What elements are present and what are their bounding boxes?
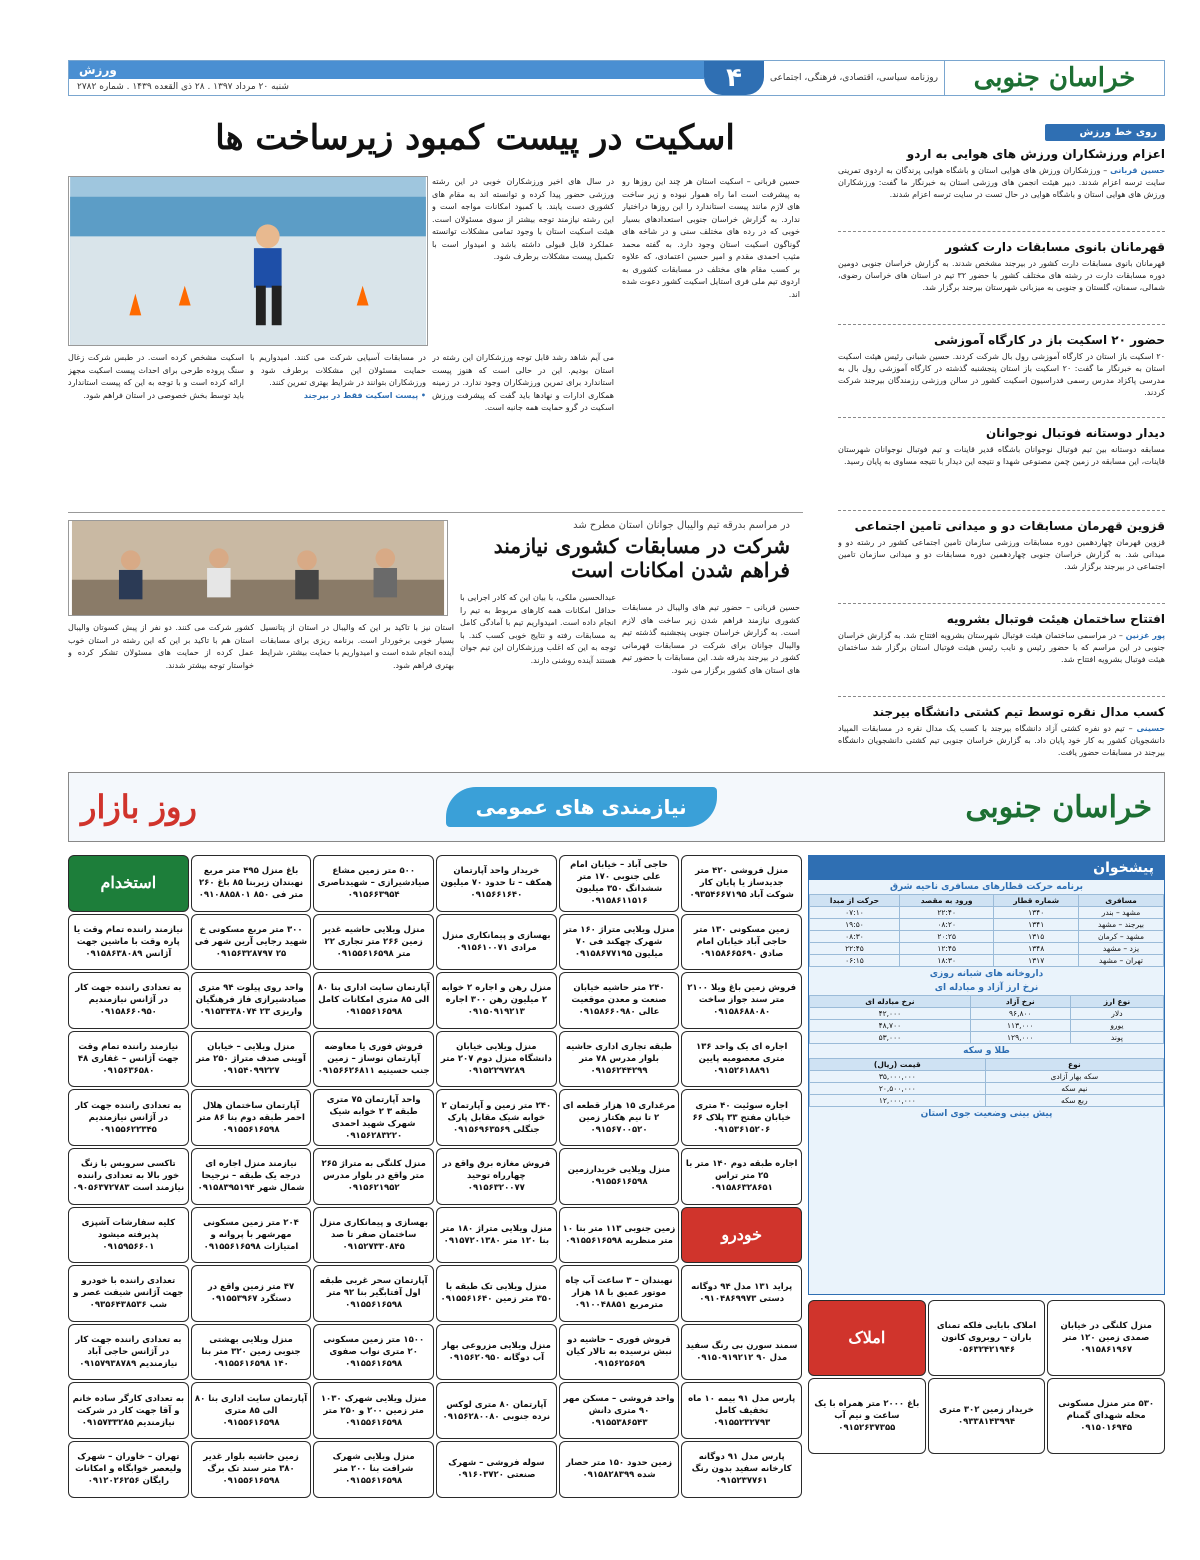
- article2-title: شرکت در مسابقات کشوری نیازمند فراهم شدن امکانات است: [493, 534, 790, 582]
- table-cell: ۱۳۴۰: [994, 907, 1079, 919]
- classified-ad: اجاره ای یک واحد ۱۳۶ متری معصومیه پایین ۰۹۱۵۲۶۱۸۸۹۱: [681, 1031, 802, 1088]
- table-cell: دلار: [1070, 1008, 1163, 1020]
- classified-ad: اجاره طبقه دوم ۱۴۰ متر با ۲۵ متر تراس ۰۹۱۵۸۶۳۲۸۶۵۱: [681, 1148, 802, 1205]
- classified-ad: کلیه سفارشات آشپزی پذیرفته میشود ۰۹۱۵۹۵۶۶۰۱: [68, 1207, 189, 1264]
- sidebar-heading: روی خط ورزش: [1045, 124, 1165, 141]
- info-panel: [808, 855, 1165, 1295]
- classified-ad: منزل ویلایی تک طبقه با ۳۵۰ متر زمین ۰۹۱۵۵۶۱۶۴۰: [436, 1265, 557, 1322]
- classified-ad: بهسازی و پیمانکاری منزل مرادی ۰۹۱۵۶۱۰۰۷۱: [436, 914, 557, 971]
- news-brief-text: حسین قربانی – ورزشکاران ورزش های هوایی استان و باشگاه هوایی پرندگان به اردوی تمرینی سایت ترسه اعزام شدند. دبیر هیئت انجمن های ورزشی استان به خبرنگار ما گفت: ورزشکاران ورزش های هوایی استان و باشگاه هوایی در حال تست در سایت ترسه اعزام شدند.: [838, 166, 1165, 199]
- real-estate-ad: املاک بابایی فلکه تمنای باران – روبروی کانون ۰۵۶۳۲۴۲۱۹۴۶: [928, 1300, 1046, 1376]
- classified-ad: خودرو: [681, 1207, 802, 1264]
- classifieds-heading: نیازمندی های عمومی: [446, 787, 717, 827]
- news-brief-title: اعزام ورزشکاران ورزش های هوایی به اردو: [906, 147, 1165, 161]
- real-estate-ad: منزل کلنگی در خیابان صمدی زمین ۱۲۰ متر ۰۹۱۵۸۶۱۹۶۷: [1047, 1300, 1165, 1376]
- table-cell: ۵۳,۰۰۰: [810, 1032, 971, 1044]
- classified-ad: منزل ویلایی متراژ ۱۸۰ متر بنا ۱۲۰ متر ۰۹۱۵۷۲۰۱۳۸۰: [436, 1207, 557, 1264]
- news-brief: [838, 426, 1165, 511]
- article2-column-3: استان نیز با تاکید بر این که والیبال در استان از پتانسیل بسیار خوبی برخوردار است. برنامه ریزی برای مسابقات آینده انجام شده است و امیدواریم با حمایت بیشتر، شرایط بهتری فراهم شود.: [260, 623, 454, 670]
- article2-kicker: در مراسم بدرقه تیم والیبال جوانان استان مطرح شد: [573, 520, 790, 531]
- currency-title: نرخ ارز آزاد و مبادله ای: [934, 983, 1039, 993]
- classified-ads-grid: [68, 855, 802, 1535]
- table-cell: ۰۸:۳۰: [810, 931, 900, 943]
- classified-ad: آپارتمان ساختمان هلال احمر طبقه دوم بنا ۸۶ متر ۰۹۱۵۵۶۱۶۵۹۸: [191, 1089, 312, 1146]
- classified-ad: منزل ویلایی حاشیه غدیر زمین ۲۶۶ متر تجاری ۲۲ متر ۰۹۱۵۵۶۱۶۵۹۸: [313, 914, 434, 971]
- real-estate-ad: ۵۳۰ متر منزل مسکونی محله شهدای گمنام ۰۹۱۵۰۱۶۹۴۵: [1047, 1378, 1165, 1454]
- real-estate-ad: باغ ۲۰۰۰ متر همراه با یک ساعت و نیم آب ۰۹۱۵۲۶۳۷۳۵۵: [808, 1378, 926, 1454]
- page-header: [68, 60, 1165, 96]
- gold-title: طلا و سکه: [963, 1046, 1010, 1056]
- classified-ad: تهران – خاوران – شهرک ولیعصر خوابگاه و امکانات رایگان ۰۹۱۲۰۲۶۲۵۶: [68, 1441, 189, 1498]
- newspaper-logo: خراسان جنوبی: [944, 61, 1164, 95]
- classified-ad: منزل ویلایی شهرک شرافت بنا ۲۰۰ متر ۰۹۱۵۵۶۱۶۵۹۸: [313, 1441, 434, 1498]
- classified-ad: واحد آپارتمان ۷۵ متری طبقه ۳ ۲ خوابه شیک شهرک شهید احمدی ۰۹۱۵۶۲۸۳۲۲۰: [313, 1089, 434, 1146]
- news-brief-text: حسینی – تیم دو نفره کشتی آزاد دانشگاه بیرجند با کسب یک مدال نقره در مسابقات المپیاد دانشجویان کشور به کار خود پایان داد. به گزارش خراسان جنوبی تیم کشتی دانشجویان دانشگاه بیرجند در مسابقات حضور یافت.: [838, 724, 1165, 757]
- table-cell: ۰۶:۱۵: [810, 955, 900, 967]
- classified-ad: واحد فروشی – مسکن مهر ۹۰ متری دانش ۰۹۱۵۵۳۸۶۵۴۳: [559, 1382, 680, 1439]
- classifieds-logo: خراسان جنوبی: [965, 789, 1152, 825]
- weather-title: پیش بینی وضعیت جوی استان: [920, 1109, 1053, 1119]
- table-header: شماره قطار: [994, 895, 1079, 907]
- article-column-4: [250, 352, 426, 506]
- table-cell: ۴۸,۷۰۰: [810, 1020, 971, 1032]
- classified-ad: فروش فوری یا معاوضه آپارتمان نوساز – زمین جنب حسینیه ۰۹۱۵۶۶۲۶۸۱۱: [313, 1031, 434, 1088]
- classified-ad: نهبندان – ۳ ساعت آب چاه موتور عمیق با ۱۸ هزار مترمربع ۰۹۱۰۰۴۸۸۵۱: [559, 1265, 680, 1322]
- table-cell: ۳۵,۰۰۰,۰۰۰: [810, 1071, 986, 1083]
- classified-ad: ۲۰۴ متر زمین مسکونی مهرشهر با پروانه و امتیازات ۰۹۱۵۵۶۱۶۵۹۸: [191, 1207, 312, 1264]
- classified-ad: تعدادی راننده با خودرو جهت آژانس شیفت عصر و شب ۰۹۳۵۶۴۳۸۵۳۶: [68, 1265, 189, 1322]
- news-brief-title: افتتاح ساختمان هیئت فوتبال بشرویه: [946, 612, 1165, 626]
- news-brief-title: کسب مدال نقره توسط تیم کشتی دانشگاه بیرجند: [872, 705, 1165, 719]
- news-brief-text: ۲۰ اسکیت باز استان در کارگاه آموزشی رول بال شرکت کردند. حسین شبانی رئیس هیئت اسکیت استان به خبرنگار ما گفت: ۲۰ اسکیت باز استان پنجشنبه گذشته در کارگاه آموزشی رول بال به مدرسی پاکزاد مدرس رسمی فدراسیون اسکیت کشور در سالن ورزشی رزمندگان بیرجند شرکت کردند.: [838, 352, 1165, 397]
- table-cell: ۲۲:۴۵: [810, 943, 900, 955]
- classified-ad: منزل ویلایی – خیابان آوینی صدف متراژ ۲۵۰ متر ۰۹۱۵۴۰۹۹۲۲۷: [191, 1031, 312, 1088]
- classified-ad: منزل ویلایی مزروعی بهار آب دوگانه ۰۹۱۵۶۲۰۹۵۰: [436, 1324, 557, 1381]
- classified-ad: طبقه تجاری اداری حاشیه بلوار مدرس ۷۸ متر ۰۹۱۵۶۲۴۴۲۹۹: [559, 1031, 680, 1088]
- classified-ad: ۱۵۰۰ متر زمین مسکونی ۲۰ متری نواب صفوی ۰۹۱۵۵۶۱۶۵۹۸: [313, 1324, 434, 1381]
- classified-ad: به تعدادی راننده جهت کار در آژانس نیازمندیم ۰۹۱۵۸۶۶۰۹۵۰: [68, 972, 189, 1029]
- table-header: حرکت از مبدا: [810, 895, 900, 907]
- classified-ad: ۲۴۰ متر زمین و آپارتمان ۲ خوابه شیک مقابل پارک جنگلی ۰۹۱۵۶۹۶۳۵۶۹: [436, 1089, 557, 1146]
- volleyball-team-photo: [68, 520, 448, 616]
- news-brief-author: حسین قربانی: [1110, 166, 1165, 175]
- article2-column-2: عبدالحسین ملکی، با بیان این که کادر اجرایی با حداقل امکانات همه کارهای مربوط به تیم را انجام داده است. امیدواریم تیم با آمادگی کامل به مسابقات رفته و نتایج خوبی کسب کند. با توجه به این که اغلب ورزشکاران این تیم جوان هستند آینده روشنی دارند.: [460, 593, 616, 665]
- article2-column-1: حسین قربانی – حضور تیم های والیبال در مسابقات کشوری نیازمند فراهم شدن زیر ساخت های لازم است. به گزارش خراسان جنوبی پنجشنبه گذشته تیم والیبال جوانان برای شرکت در مسابقات قهرمانی کشور در بیرجند بدرقه شد. این مسابقات با حضور تیم های استان های کشور برگزار می شود.: [622, 603, 800, 675]
- classified-ad: منزل فروشی ۴۲۰ متر جدیدساز یا پایان کار شوکت آباد ۰۹۳۵۴۶۶۷۱۹۵: [681, 855, 802, 912]
- table-row: [810, 1071, 1164, 1083]
- classified-ad: نیازمند منزل اجاره ای درجه یک طبقه – نرجیحا شمال شهر ۰۹۱۵۸۳۹۵۱۹۴: [191, 1148, 312, 1205]
- classified-ad: منزل ویلایی شهرک ۱۰۳۰ متر زمین ۲۰۰ و ۲۵۰ متر ۰۹۱۵۵۶۱۶۵۹۸: [313, 1382, 434, 1439]
- table-cell: یورو: [1070, 1020, 1163, 1032]
- classified-ad: زمین حدود ۱۵۰ متر حصار شده ۰۹۱۵۸۲۸۳۹۹: [559, 1441, 680, 1498]
- table-cell: ۱۳۱۵: [994, 931, 1079, 943]
- article-column-5: اسکیت مشخص کرده است. در طبس شرکت زغال سنگ پروده طرحی برای احداث پیست اسکیت مجهز ارائه کرده است و با توجه به این که پیست استاندارد باید توسط بخش خصوصی در استان فراهم شود.: [68, 353, 244, 400]
- table-cell: ۲۰,۵۰۰,۰۰۰: [810, 1083, 986, 1095]
- news-brief-text: پور غزنین – در مراسمی ساختمان هیئت فوتبال شهرستان بشرویه افتتاح شد. به گزارش خراسان جنوبی در این مراسم که با حضور رئیس و نایب رئیس هیئت فوتبال استان برگزار شد ساختمان هیئت فوتبال بشرویه افتتاح شد.: [838, 631, 1165, 664]
- news-brief: [838, 333, 1165, 418]
- classified-ad: بهسازی و پیمانکاری منزل ساختمان صفر تا صد ۰۹۱۵۲۷۳۳۰۸۴۵: [313, 1207, 434, 1264]
- table-cell: ۰۷:۱۰: [810, 907, 900, 919]
- article-column-2: در سال های اخیر ورزشکاران خوبی در این رشته ورزشی حضور پیدا کرده و توانسته اند به مقام های کشوری دست یابند. با کمبود امکانات مواجه است و این رشته نیازمند توجه بیشتر از سوی مسئولان است. هیئت اسکیت استان با وجود تمامی مشکلات توانسته عملکرد قابل قبولی داشته باشد و امیدوار است با تکمیل پیست مشکلات برطرف شود.: [432, 177, 614, 261]
- classified-ad: نیازمند راننده تمام وقت یا پاره وقت با ماشین جهت آژانس ۰۹۱۵۸۶۳۸۰۸۹: [68, 914, 189, 971]
- table-header: ورود به مقصد: [899, 895, 993, 907]
- article-divider: [68, 512, 803, 513]
- classified-ad: مرغداری ۱۵ هزار قطعه ای ۲ تا نیم هکتار زمین ۰۹۱۵۶۷۰۰۵۲۰: [559, 1089, 680, 1146]
- table-cell: سکه بهار آزادی: [985, 1071, 1163, 1083]
- info-panel-title: پیشخوان: [809, 856, 1164, 880]
- news-brief-title: حضور ۲۰ اسکیت باز در کارگاه آموزشی: [934, 333, 1165, 347]
- skating-photo: [68, 176, 428, 346]
- table-cell: مشهد – بندر: [1079, 907, 1164, 919]
- table-row: [810, 1083, 1164, 1095]
- classified-ad: ۴۷ متر زمین واقع در دستگرد ۰۹۱۵۵۳۹۶۷: [191, 1265, 312, 1322]
- real-estate-ads: [808, 1300, 1165, 1535]
- classified-ad: ۵۰۰ متر زمین مشاع صیادشیرازی – شهیدناصری ۰۹۱۵۶۶۳۹۵۴: [313, 855, 434, 912]
- table-row: [810, 1020, 1164, 1032]
- classified-ad: منزل ویلایی خریدارزمین ۰۹۱۵۵۶۱۶۵۹۸: [559, 1148, 680, 1205]
- table-cell: ۱۱۳,۰۰۰: [970, 1020, 1070, 1032]
- table-header: مسافری: [1079, 895, 1164, 907]
- classified-ad: ۲۴۰ متر حاشیه خیابان صنعت و معدن موقعیت عالی ۰۹۱۵۸۶۶۰۹۸۰: [559, 972, 680, 1029]
- train-schedule-table: [809, 894, 1164, 967]
- news-briefs-sidebar: [838, 124, 1165, 757]
- table-header: نوع ارز: [1070, 996, 1163, 1008]
- classified-ad: باغ منزل ۴۹۵ متر مربع نهبندان زیربنا ۸۵ باغ ۲۶۰ متر فی ۸۵۰ ۰۹۱۰۸۸۵۸۰۱: [191, 855, 312, 912]
- classified-ad: آپارتمان سحر غربی طبقه اول آفتابگیر بنا ۹۲ متر ۰۹۱۵۵۶۱۶۵۹۸: [313, 1265, 434, 1322]
- classified-ad: فروش فوری – حاشیه دو نبش نرسیده به تالار کیان ۰۹۱۵۶۲۵۶۵۹: [559, 1324, 680, 1381]
- table-cell: یزد – مشهد: [1079, 943, 1164, 955]
- table-row: [810, 907, 1164, 919]
- table-cell: پوند: [1070, 1032, 1163, 1044]
- classified-ad: سوله فروشی – شهرک صنعتی ۰۹۱۶۰۳۷۲۰: [436, 1441, 557, 1498]
- news-brief: [838, 612, 1165, 697]
- table-row: [810, 931, 1164, 943]
- news-brief-title: قزوین قهرمان مسابقات دو و میدانی تامین اجتماعی: [854, 519, 1165, 533]
- table-row: [810, 1008, 1164, 1020]
- news-brief-text: مسابقه دوستانه بین تیم فوتبال نوجوانان باشگاه قدیر قاینات و تیم فوتبال نوجوانان شهرستان قاینات، این مسابقه در زمین چمن مصنوعی شهدا و نتیجه این دیدار با نتیجه مساوی به پایان رسید.: [838, 445, 1165, 466]
- table-cell: ۴۲,۰۰۰: [810, 1008, 971, 1020]
- classified-ad: واحد روی پیلوت ۹۴ متری صیادشیرازی فاز فرهنگیان واریزی ۲۳ ۰۹۱۵۳۴۳۸۰۷۴: [191, 972, 312, 1029]
- table-row: [810, 955, 1164, 967]
- real-estate-ad: املاک: [808, 1300, 926, 1376]
- table-row: [810, 919, 1164, 931]
- news-brief-title: دیدار دوستانه فوتبال نوجوانان: [985, 426, 1165, 440]
- classified-ad: استخدام: [68, 855, 189, 912]
- table-header: قیمت (ریال): [810, 1059, 986, 1071]
- article2-column-4: کشور شرکت می کنند. دو نفر از پیش کسوتان والیبال استان هم با تاکید بر این که این رشته در استان خوب عمل کرده از حمایت های مسئولان تشکر کرده و خواستار توجه بیشتر شدند.: [68, 623, 254, 670]
- news-brief-text: قزوین قهرمان چهاردهمین دوره مسابقات ورزشی سازمان تامین اجتماعی کشور در رشته دو و میدانی شد. به گزارش خراسان جنوبی چهاردهمین دوره مسابقات دو و میدانی سازمان تامین اجتماعی در بیرجند برگزار شد.: [838, 538, 1165, 571]
- classified-ad: پارس مدل ۹۱ دوگانه کارخانه سفید بدون رنگ ۰۹۱۵۲۳۷۷۶۱: [681, 1441, 802, 1498]
- news-brief-author: حسینی: [1136, 724, 1165, 733]
- classified-ad: تاکسی سرویس با زنگ خور بالا به تعدادی راننده نیازمند است ۰۹۰۵۶۳۷۲۷۸۳: [68, 1148, 189, 1205]
- article-column-3: می آیم شاهد رشد قابل توجه ورزشکاران این رشته در استان بودیم. این در حالی است که هنوز پیست استاندارد برای تمرین ورزشکاران وجود ندارد. در زمینه همکاری ادارات و نهادها باید گفت که پیشرفت ورزش اسکیت در گرو حمایت همه جانبه است.: [432, 353, 614, 412]
- currency-table: [809, 995, 1164, 1044]
- table-cell: بیرجند – مشهد: [1079, 919, 1164, 931]
- news-brief: [838, 519, 1165, 604]
- article-column-1: حسین قربانی – اسکیت استان هر چند این روزها رو به پیشرفت است اما راه هموار نبوده و زیر ساخت های لازم مانند پیست استاندارد را این روزها دراختیار ندارد. به گزارش خراسان جنوبی استعدادهای بسیار خوبی که در رده های مختلف سنی و در شاخه های گوناگون اسکیت استان وجود دارد. به گفته محمد مثیب احمدی مقدم و امیر حسین اعتمادی، که علاوه بر کسب مقام های مختلف در مسابقات کشوری به اردوی تیم ملی فری استایل اسکیت کشور دعوت شده اند.: [622, 177, 800, 299]
- news-brief-text: قهرمانان بانوی مسابقات دارت کشور در بیرجند مشخص شدند. به گزارش خراسان جنوبی دومین دوره مسابقات دارت در رشته های مختلف کشور با حضور ۳۲ تیم در استان های خراسان رضوی، شمالی، سمنان، گلستان و جنوبی به میزبانی شهرستان بیرجند برگزار شد.: [838, 259, 1165, 292]
- classified-ad: فروش زمین باغ ویلا ۲۱۰۰ متر سند جواز ساخت ۰۹۱۵۸۶۸۸۰۸۰: [681, 972, 802, 1029]
- classified-ad: حاجی آباد – خیابان امام علی جنوبی ۱۷۰ متر ششدانگ ۳۵۰ میلیون ۰۹۱۵۸۶۱۱۵۱۶: [559, 855, 680, 912]
- table-row: [810, 943, 1164, 955]
- classifieds-title: روز بازار: [81, 788, 197, 826]
- table-cell: ۱۲۹,۰۰۰: [970, 1032, 1070, 1044]
- classified-ad: آپارتمان ۸۰ متری لوکس نرده جنوبی ۰۹۱۵۶۲۸۰۰۸۰: [436, 1382, 557, 1439]
- classified-ad: پراید ۱۳۱ مدل ۹۴ دوگانه دستی ۰۹۱۰۴۸۶۹۹۷۳: [681, 1265, 802, 1322]
- classifieds-banner: [68, 772, 1165, 842]
- classified-ad: منزل ویلایی متراژ ۱۶۰ متر شهرک چهکند فی ۷۰ میلیون ۰۹۱۵۸۶۷۷۱۹۵: [559, 914, 680, 971]
- article-title: اسکیت در پیست کمبود زیرساخت ها: [215, 118, 735, 158]
- classified-ad: زمین حاشیه بلوار غدیر ۳۸۰ متر سند تک برگ ۰۹۱۵۵۶۱۶۵۹۸: [191, 1441, 312, 1498]
- classified-ad: به تعدادی راننده جهت کار در آژانس حاجی آباد نیازمندیم ۰۹۱۵۷۹۳۸۷۸۹: [68, 1324, 189, 1381]
- real-estate-ad: خریدار زمین ۳۰۲ متری ۰۹۳۳۸۱۴۳۹۹۴: [928, 1378, 1046, 1454]
- table-cell: ۲۰:۲۵: [899, 931, 993, 943]
- pharmacy-title: داروخانه های شبانه روزی: [929, 969, 1044, 979]
- classified-ad: ۳۰۰ متر مربع مسکونی خ شهید رجایی آرین شهر فی ۲۵ ۰۹۱۵۶۳۲۸۷۹۷: [191, 914, 312, 971]
- table-cell: نیم سکه: [985, 1083, 1163, 1095]
- news-brief: [838, 147, 1165, 232]
- classified-ad: پارس مدل ۹۱ بیمه ۱۰ ماه تخفیف کامل ۰۹۱۵۵۲۳۲۷۹۳: [681, 1382, 802, 1439]
- newspaper-description: روزنامه سیاسی، اقتصادی، فرهنگی، اجتماعی: [769, 73, 938, 83]
- classified-ad: سمند سورن بی رنگ سفید مدل ۹۰ ۰۹۱۵۰۹۱۹۲۱۲: [681, 1324, 802, 1381]
- classified-ad: منزل ویلایی بهشتی جنوبی زمین ۳۲۰ متر بنا ۱۴۰ ۰۹۱۵۵۶۱۶۵۹۸: [191, 1324, 312, 1381]
- classified-ad: به تعدادی کارگر ساده خانم و آقا جهت کار در شرکت نیازمندیم ۰۹۱۵۷۳۳۲۸۵: [68, 1382, 189, 1439]
- table-cell: ۰۸:۲۰: [899, 919, 993, 931]
- classified-ad: زمین جنوبی ۱۱۳ متر بنا ۱۰ متر منظریه ۰۹۱۵۵۶۱۶۵۹۸: [559, 1207, 680, 1264]
- table-row: [810, 1032, 1164, 1044]
- table-cell: ۱۲:۴۵: [899, 943, 993, 955]
- classified-ad: منزل کلنگی به متراژ ۲۶۵ متر واقع در بلوار مدرس ۰۹۱۵۶۲۱۹۵۲: [313, 1148, 434, 1205]
- table-cell: ربع سکه: [985, 1095, 1163, 1107]
- issue-date: شنبه ۲۰ مرداد ۱۳۹۷ . ۲۸ ذی القعده ۱۴۳۹ . شماره ۲۷۸۲: [77, 82, 289, 92]
- table-row: [810, 1095, 1164, 1107]
- news-brief-title: قهرمانان بانوی مسابقات دارت کشور: [945, 240, 1165, 254]
- table-cell: ۱۳۴۸: [994, 943, 1079, 955]
- table-cell: مشهد – کرمان: [1079, 931, 1164, 943]
- classified-ad: آپارتمان سایت اداری بنا ۸۰ الی ۸۵ متری ۰۹۱۵۵۶۱۶۵۹۸: [191, 1382, 312, 1439]
- news-brief: [838, 240, 1165, 325]
- article-subheading: • پیست اسکیت فقط در بیرجند: [303, 390, 426, 400]
- article-column-4-text: در مسابقات آسیایی شرکت می کنند. امیدواریم با حمایت مسئولان این مشکلات برطرف شود و ورزشکاران بتوانند در شرایط بهتری تمرین کنند.: [250, 353, 426, 387]
- table-cell: ۱۲,۰۰۰,۰۰۰: [810, 1095, 986, 1107]
- train-schedule-title: برنامه حرکت قطارهای مسافری ناحیه شرق: [889, 882, 1084, 892]
- gold-table: [809, 1058, 1164, 1107]
- table-header: نوع: [985, 1059, 1163, 1071]
- classified-ad: اجاره سوئیت ۴۰ متری خیابان مفتح ۳۳ پلاک ۶۶ ۰۹۱۵۳۶۱۵۲۰۶: [681, 1089, 802, 1146]
- page-number: ۴: [704, 61, 764, 95]
- table-cell: ۱۳۱۷: [994, 955, 1079, 967]
- news-brief-author: پور غزنین: [1125, 631, 1165, 640]
- classified-ad: آپارتمان سایت اداری بنا ۸۰ الی ۸۵ متری امکانات کامل ۰۹۱۵۵۶۱۶۵۹۸: [313, 972, 434, 1029]
- classified-ad: به تعدادی راننده جهت کار در آژانس نیازمندیم ۰۹۱۵۵۶۲۲۳۴۵: [68, 1089, 189, 1146]
- section-name: ورزش: [69, 61, 704, 79]
- classified-ad: منزل ویلایی خیابان دانشگاه منزل دوم ۲۰۷ متر ۰۹۱۵۲۲۹۷۲۸۹: [436, 1031, 557, 1088]
- classified-ad: نیازمند راننده تمام وقت جهت آژانس – غفاری ۴۸ ۰۹۱۵۶۳۶۵۸۰: [68, 1031, 189, 1088]
- table-cell: ۱۸:۳۰: [899, 955, 993, 967]
- classified-ad: خریدار واحد آپارتمان همکف – تا حدود ۷۰ میلیون ۰۹۱۵۶۶۱۶۴۰: [436, 855, 557, 912]
- table-header: نرخ مبادله ای: [810, 996, 971, 1008]
- table-cell: ۱۳۴۱: [994, 919, 1079, 931]
- table-cell: ۱۹:۵۰: [810, 919, 900, 931]
- classified-ad: زمین مسکونی ۱۳۰ متر حاجی آباد خیابان امام صادق ۰۹۱۵۸۶۶۵۶۹۰: [681, 914, 802, 971]
- classified-ad: منزل رهن و اجاره ۲ خوابه ۲ میلیون رهن ۳۰۰ اجاره ۰۹۱۵۰۹۱۹۲۱۳: [436, 972, 557, 1029]
- table-cell: ۹۶,۸۰۰: [970, 1008, 1070, 1020]
- table-cell: ۲۲:۴۰: [899, 907, 993, 919]
- table-cell: تهران – مشهد: [1079, 955, 1164, 967]
- classified-ad: فروش مغازه برق واقع در چهارراه توحید ۰۹۱۵۶۳۲۰۰۷۷: [436, 1148, 557, 1205]
- table-header: نرخ آزاد: [970, 996, 1070, 1008]
